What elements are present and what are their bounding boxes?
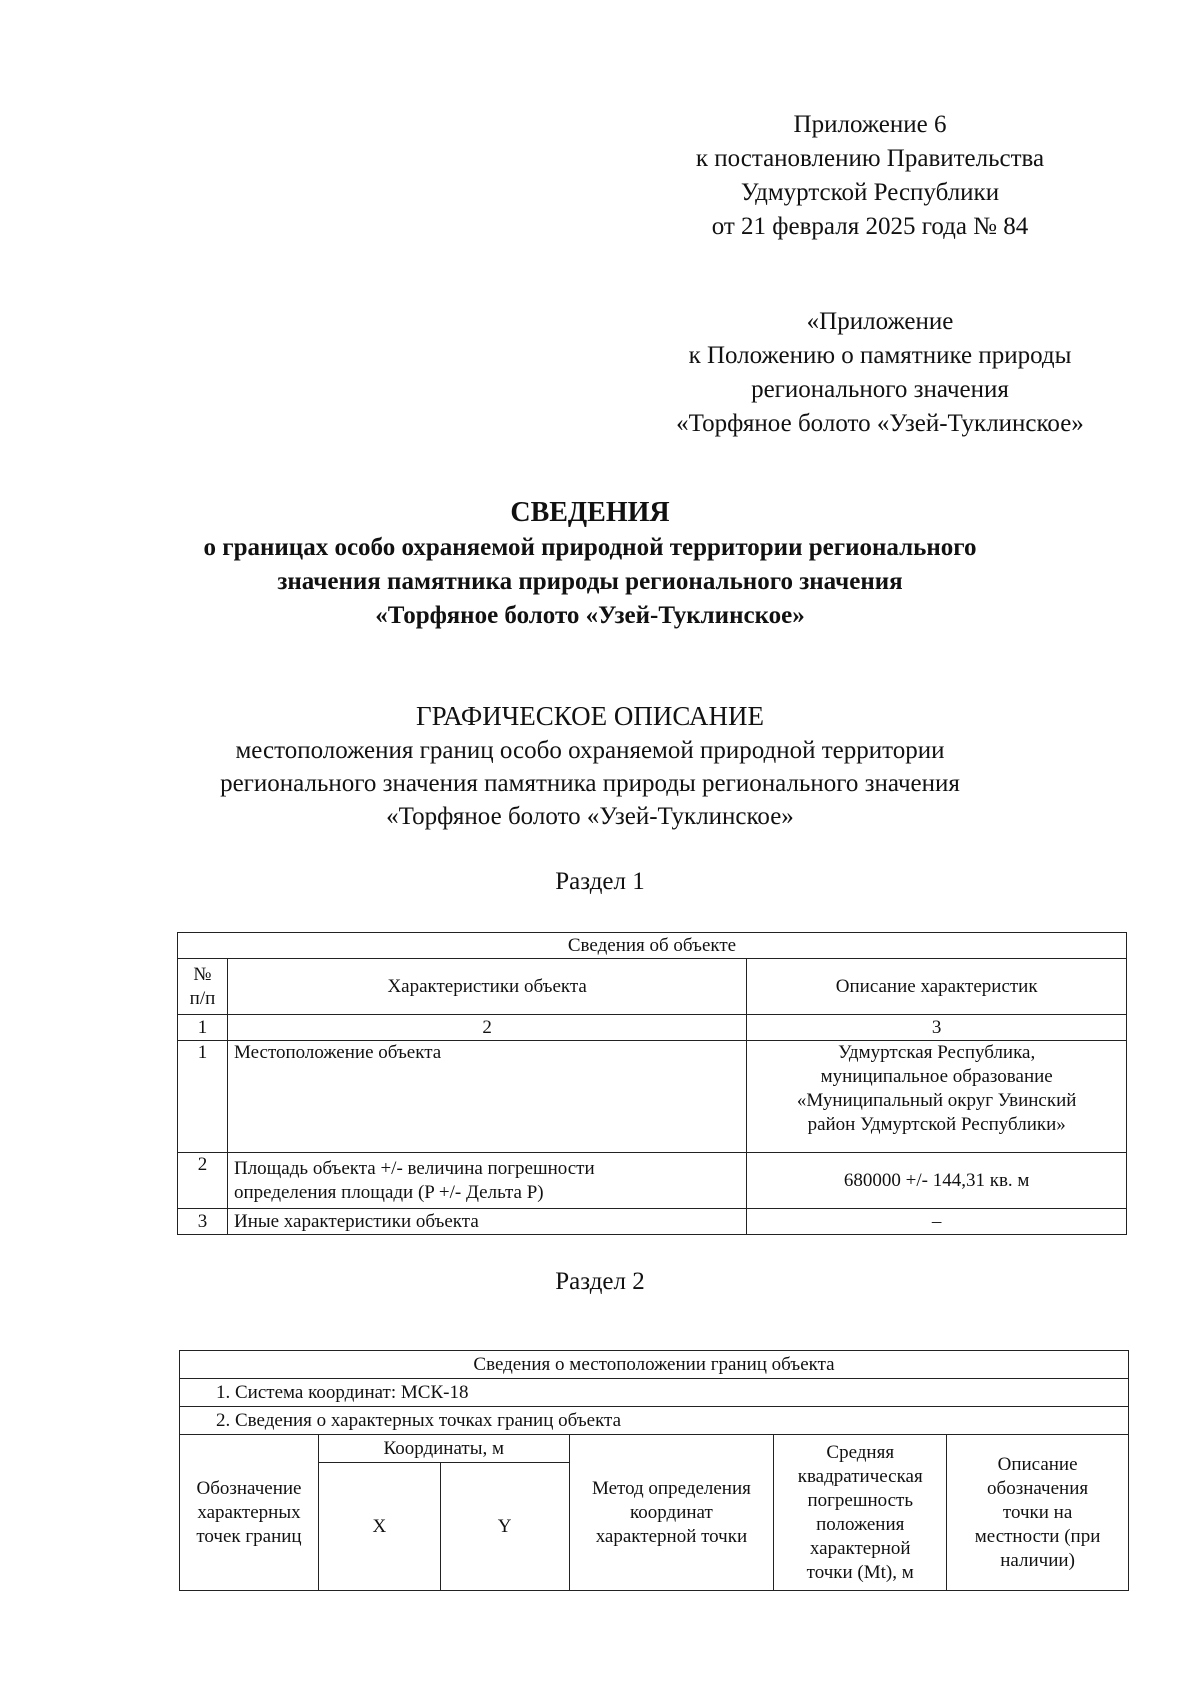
col-header-description: Описание характеристик (747, 959, 1127, 1015)
boundary-points-table (179, 1350, 1129, 1591)
col-header-y: Y (440, 1463, 569, 1591)
col-header-characteristics: Характеристики объекта (227, 959, 746, 1015)
col-header-line: местности (при (974, 1525, 1101, 1547)
col-header-num: № п/п (178, 959, 228, 1015)
row-characteristic: Иные характеристики объекта (227, 1209, 746, 1235)
col-header-line: Средняя (826, 1441, 895, 1463)
table-row (178, 1041, 1127, 1153)
appendix-6-line2: к постановлению Правительства (695, 145, 1045, 172)
graphic-title: ГРАФИЧЕСКОЕ ОПИСАНИЕ (415, 701, 765, 731)
col-header-line: характерной точки (595, 1525, 748, 1547)
points-info: 2. Сведения о характерных точках границ объекта (180, 1407, 1129, 1435)
row-description (747, 1041, 1127, 1153)
section-2-heading: Раздел 2 (555, 1268, 645, 1295)
row-number: 1 (178, 1041, 228, 1153)
boundary-table-caption: Сведения о местоположении границ объекта (180, 1351, 1129, 1379)
col-header-line: обозначения (987, 1477, 1089, 1499)
svedeniya-line1: о границах особо охраняемой природной территории регионального (203, 534, 977, 561)
appendix-pol-line3: регионального значения (751, 376, 1009, 403)
svedeniya-line2: значения памятника природы регионального значения (277, 568, 903, 595)
graphic-line2: регионального значения памятника природы регионального значения (220, 770, 960, 797)
row-description-line: «Муниципальный округ Увинский (796, 1090, 1077, 1111)
col-header-line: Обозначение (196, 1477, 302, 1499)
row-characteristic: Местоположение объекта (227, 1041, 746, 1153)
col-header-designation (180, 1435, 319, 1591)
object-table-caption: Сведения об объекте (178, 933, 1127, 959)
appendix-6-line3: Удмуртской Республики (740, 179, 1000, 206)
col-header-line: точек границ (196, 1525, 302, 1547)
col-index-1: 1 (178, 1015, 228, 1041)
col-header-method (569, 1435, 774, 1591)
graphic-line3: «Торфяное болото «Узей-Туклинское» (386, 803, 794, 830)
svedeniya-title-block (140, 495, 1040, 633)
appendix-6-line1: Приложение 6 (793, 111, 947, 138)
appendix-pol-line1: «Приложение (806, 308, 954, 335)
section-1-heading: Раздел 1 (555, 868, 645, 895)
row-description: 680000 +/- 144,31 кв. м (747, 1153, 1127, 1209)
appendix-pol-line4: «Торфяное болото «Узей-Туклинское» (676, 410, 1084, 437)
col-header-line: положения (816, 1513, 905, 1535)
col-header-line: точки на (1002, 1501, 1073, 1523)
col-header-line: точки (Mt), м (806, 1561, 914, 1583)
row-description: – (747, 1209, 1127, 1235)
col-index-3: 3 (747, 1015, 1127, 1041)
col-header-line: характерных (197, 1501, 301, 1523)
col-header-line: координат (630, 1501, 713, 1523)
col-header-line: характерной (809, 1537, 911, 1559)
row-characteristic-line: Площадь объекта +/- величина погрешности (233, 1157, 595, 1179)
appendix-6-header (640, 108, 1100, 244)
col-header-error (774, 1435, 947, 1591)
coordinate-system: 1. Система координат: МСК-18 (180, 1379, 1129, 1407)
table-row (178, 1153, 1127, 1209)
col-header-line: погрешность (807, 1489, 914, 1511)
svedeniya-title: СВЕДЕНИЯ (510, 497, 670, 528)
col-index-2: 2 (227, 1015, 746, 1041)
svedeniya-line3: «Торфяное болото «Узей-Туклинское» (375, 602, 805, 629)
appendix-6-line4: от 21 февраля 2025 года № 84 (711, 213, 1029, 240)
col-header-point-description (947, 1435, 1129, 1591)
col-header-line: квадратическая (797, 1465, 923, 1487)
col-header-x: X (318, 1463, 440, 1591)
row-description-line: муниципальное образование (820, 1066, 1053, 1087)
object-info-table (177, 932, 1127, 1235)
row-characteristic-line: определения площади (P +/- Дельта P) (233, 1181, 544, 1203)
col-header-line: наличии) (1000, 1549, 1075, 1571)
row-number: 3 (178, 1209, 228, 1235)
table-row (178, 1209, 1127, 1235)
col-header-line: Описание (997, 1453, 1078, 1475)
row-number: 2 (178, 1153, 228, 1209)
row-description-line: Удмуртская Республика, (838, 1042, 1036, 1063)
row-description-line: район Удмуртской Республики» (807, 1114, 1066, 1135)
col-header-line: Метод определения (591, 1477, 751, 1499)
row-characteristic (227, 1153, 746, 1209)
col-header-coordinates: Координаты, м (318, 1435, 569, 1463)
graphic-description-block (140, 698, 1040, 833)
graphic-line1: местоположения границ особо охраняемой природной территории (235, 737, 945, 764)
appendix-pol-line2: к Положению о памятнике природы (688, 342, 1072, 369)
appendix-polozhenie-header (640, 305, 1120, 441)
